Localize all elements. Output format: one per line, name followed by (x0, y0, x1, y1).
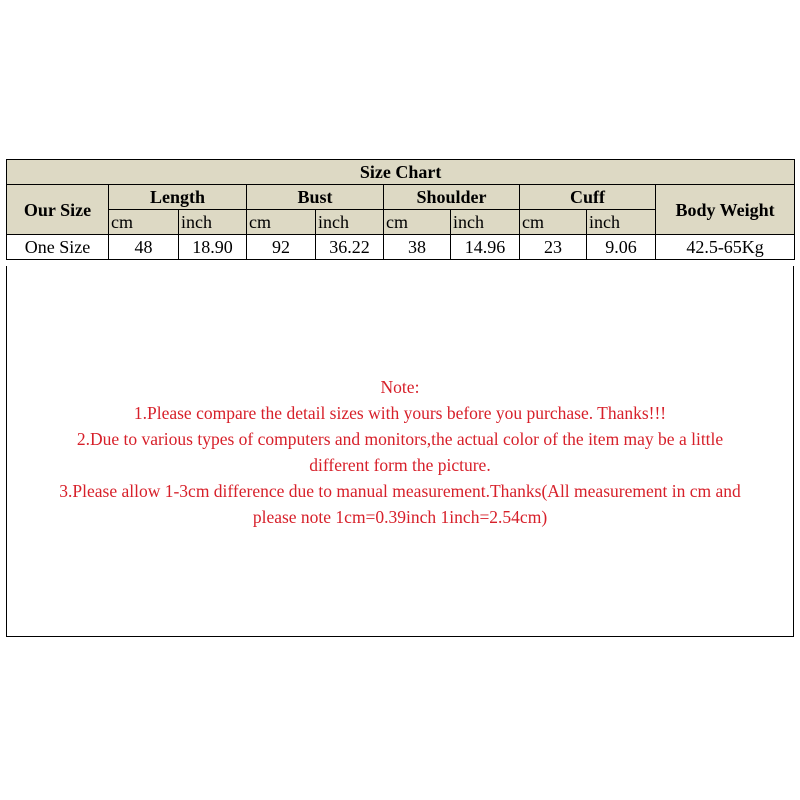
length-header: Length (109, 185, 247, 210)
bust-inch-unit: inch (316, 210, 384, 235)
cuff-header: Cuff (520, 185, 656, 210)
bust-inch-cell: 36.22 (316, 235, 384, 260)
note-line: please note 1cm=0.39inch 1inch=2.54cm) (252, 507, 548, 527)
notes-text (7, 374, 793, 530)
cuff-cm-cell: 23 (520, 235, 587, 260)
cuff-cm-unit: cm (520, 210, 587, 235)
table-title: Size Chart (7, 160, 795, 185)
note-line: 3.Please allow 1-3cm difference due to manual measurement.Thanks(All measurement in cm and (59, 481, 741, 501)
shoulder-inch-cell: 14.96 (451, 235, 520, 260)
table-row (7, 235, 795, 260)
shoulder-cm-cell: 38 (384, 235, 451, 260)
body-weight-header: Body Weight (656, 185, 795, 235)
length-inch-cell: 18.90 (179, 235, 247, 260)
length-inch-unit: inch (179, 210, 247, 235)
cuff-inch-unit: inch (587, 210, 656, 235)
shoulder-inch-unit: inch (451, 210, 520, 235)
note-line: different form the picture. (309, 455, 491, 475)
note-line: 1.Please compare the detail sizes with yours before you purchase. Thanks!!! (133, 403, 667, 423)
note-line: 2.Due to various types of computers and monitors,the actual color of the item may be a little (76, 429, 724, 449)
length-cm-unit: cm (109, 210, 179, 235)
size-name-cell: One Size (7, 235, 109, 260)
bust-header: Bust (247, 185, 384, 210)
size-table (6, 159, 795, 260)
notes-heading: Note: (380, 377, 420, 397)
size-chart (6, 159, 794, 260)
length-cm-cell: 48 (109, 235, 179, 260)
notes-panel (6, 266, 794, 637)
bust-cm-unit: cm (247, 210, 316, 235)
cuff-inch-cell: 9.06 (587, 235, 656, 260)
body-weight-cell: 42.5-65Kg (656, 235, 795, 260)
our-size-header: Our Size (7, 185, 109, 235)
bust-cm-cell: 92 (247, 235, 316, 260)
shoulder-header: Shoulder (384, 185, 520, 210)
shoulder-cm-unit: cm (384, 210, 451, 235)
